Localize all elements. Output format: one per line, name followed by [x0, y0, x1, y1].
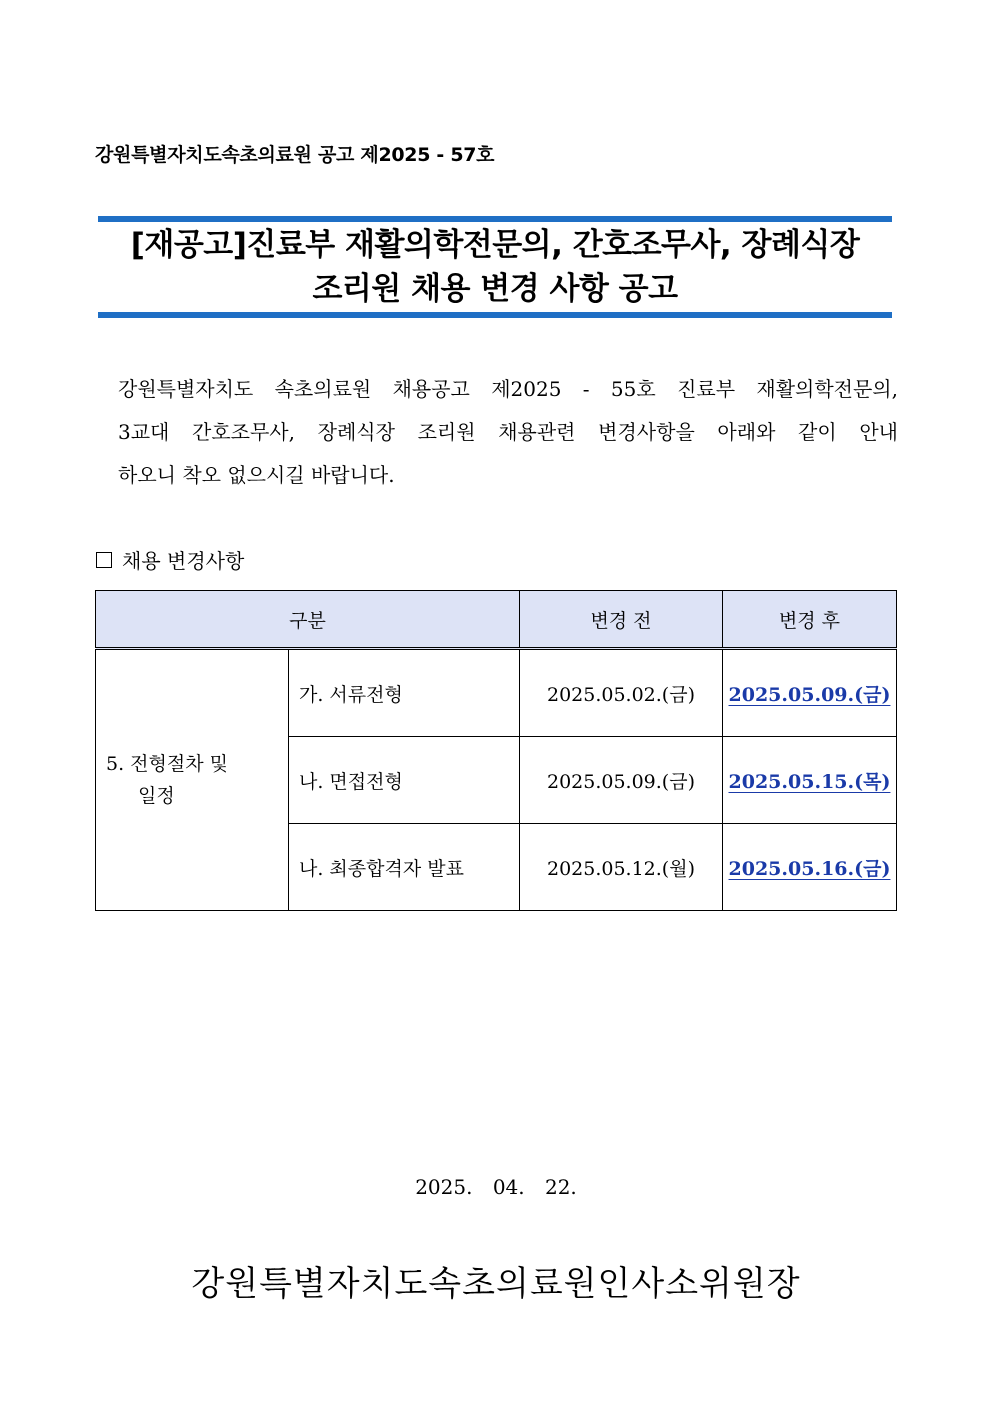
- issuer-signature: 강원특별자치도속초의료원인사소위원장: [191, 1264, 801, 1304]
- after-cell: [723, 737, 897, 824]
- after-cell: [723, 824, 897, 911]
- item-cell: 가. 서류전형: [289, 649, 520, 737]
- header-after: 변경 후: [723, 591, 897, 649]
- group-label-line-2: 일정: [138, 785, 175, 807]
- before-cell: 2025.05.09.(금): [520, 737, 723, 824]
- table-row: [96, 649, 897, 737]
- checkbox-square-icon: [96, 552, 112, 568]
- item-cell: 나. 면접전형: [289, 737, 520, 824]
- body-line-3: 하오니 착오 없으시길 바랍니다.: [118, 463, 395, 487]
- header-category: 구분: [96, 591, 520, 649]
- before-cell: 2025.05.12.(월): [520, 824, 723, 911]
- schedule-change-table: [95, 590, 897, 911]
- header-before: 변경 전: [520, 591, 723, 649]
- title-line-1: [재공고]진료부 재활의학전문의, 간호조무사, 장례식장: [130, 227, 860, 263]
- before-cell: 2025.05.02.(금): [520, 649, 723, 737]
- body-line-2: 3교대 간호조무사, 장례식장 조리원 채용관련 변경사항을 아래와 같이 안내: [118, 420, 898, 444]
- table-header-row: [96, 591, 897, 649]
- title-box: [98, 216, 892, 318]
- body-line-1: 강원특별자치도 속초의료원 채용공고 제2025 - 55호 진료부 재활의학전문의,: [118, 377, 898, 401]
- notice-number: 강원특별자치도속초의료원 공고 제2025 - 57호: [95, 144, 495, 166]
- body-paragraph: [118, 368, 898, 497]
- group-label-line-1: 5. 전형절차 및: [106, 753, 228, 775]
- section-heading: [96, 545, 244, 574]
- section-heading-label: 채용 변경사항: [122, 549, 245, 573]
- after-cell: [723, 649, 897, 737]
- changed-date: 2025.05.16.(금): [728, 857, 891, 880]
- changed-date: 2025.05.15.(목): [728, 770, 891, 793]
- title-line-2: 조리원 채용 변경 사항 공고: [312, 271, 678, 307]
- changed-date: 2025.05.09.(금): [728, 683, 891, 706]
- group-label-cell: [96, 649, 289, 911]
- notice-date: 2025. 04. 22.: [415, 1175, 577, 1199]
- item-cell: 나. 최종합격자 발표: [289, 824, 520, 911]
